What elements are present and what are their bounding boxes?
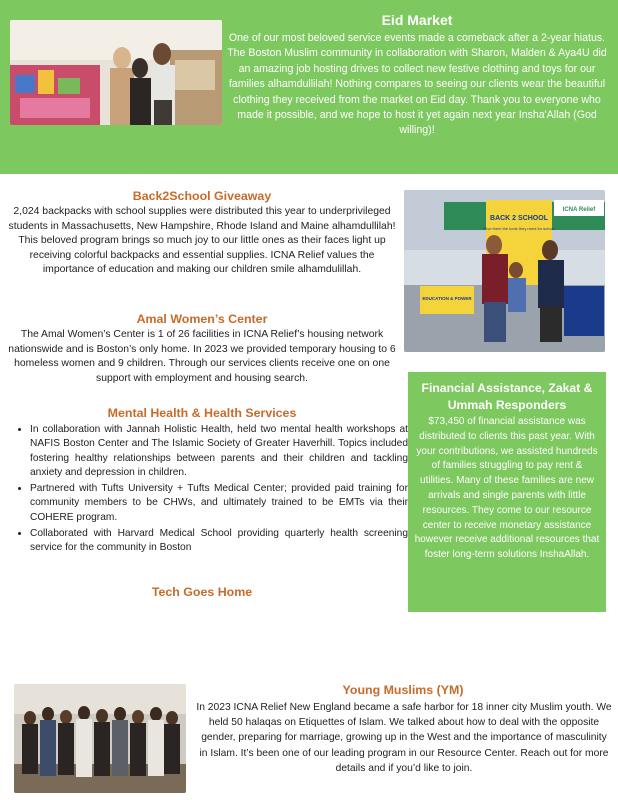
photo-table-sign: EDUCATION & POWER	[422, 296, 472, 301]
back2school-title: Back2School Giveaway	[132, 189, 272, 203]
amal-title: Amal Women’s Center	[136, 312, 268, 326]
eid-market-body: One of our most beloved service events made a comeback after a 2-year hiatus. The Boston Muslim community in collaboration with Sharon, Malden & Aya4U did an amazing job hosting drives to collect new festive clothing and toys for our families alhamdullilah! Nothing compares to seeing our clients wear the beautiful clothing they received from the market on Eid day. Thank you to everyone who made it possible, and we hope to host it yet again next year Insha'Allah (God willing)!	[227, 32, 607, 137]
eid-market-title: Eid Market	[381, 12, 453, 28]
young-muslims-body: In 2023 ICNA Relief New England became a safe harbor for 18 inner city Muslim youth. We held 50 halaqas on Etiquettes of Islam. We talked about how to deal with the opposite gender, preparing for marriage, growing up in the West and the importance of masculinity in Islam. It’s been one of our leading program in our Resource Center. Reach out for more details and if you’d like to join.	[196, 702, 612, 774]
financial-assistance-box	[408, 372, 606, 612]
photo-banner-sub: Give them the tools they need for school	[483, 226, 555, 231]
mental-health-title: Mental Health & Health Services	[107, 406, 297, 420]
eid-market-photo	[10, 20, 222, 125]
list-item: • Partnered with Tufts University + Tufts Medical Center; provided paid training for community members to be CHWs, and ultimately trained to be EMTs via their COHERE program.	[30, 482, 408, 525]
list-item: • In collaboration with Jannah Holistic Health, held two mental health workshops at NAFIS Boston Center and The Islamic Society of Greater Haverhill. Topics included fostering healthy relationships between parents and their children and tackling anxiety and depression in children.	[30, 423, 408, 480]
section-divider	[0, 624, 618, 625]
mental-health-list	[16, 423, 408, 558]
young-muslims-photo	[14, 684, 186, 793]
amal-body: The Amal Women’s Center is 1 of 26 facilities in ICNA Relief’s housing network nationswide and is Boston’s only home. In 2023 we provided temporary housing to 6 homeless women and 9 children. Through our services clients receive one on one support with employment and housing search.	[8, 329, 396, 384]
tech-goes-home-title: Tech Goes Home	[151, 585, 253, 599]
back2school-photo	[404, 190, 605, 352]
list-item: • Collaborated with Harvard Medical School providing quarterly health screening service for the community in Boston	[30, 527, 408, 556]
eid-market-section	[0, 0, 618, 174]
financial-assistance-body: $73,450 of financial assistance was distributed to clients this past year. With your contributions, we assisted hundreds of families struggling to pay rent & utilities. Many of these families are new arrivals and single parents with little resources. They come to our resource center to receive monetary assistance however receive additional resources that foster long-term solutions InshaAllah.	[414, 416, 600, 561]
photo-brand-logo: ICNA Relief	[562, 207, 596, 213]
eid-market-text	[224, 12, 610, 139]
financial-assistance-title: Financial Assistance, Zakat & Ummah Responders	[421, 381, 593, 412]
photo-banner-title: BACK 2 SCHOOL	[490, 215, 548, 222]
back2school-body: 2,024 backpacks with school supplies were distributed this year to underprivileged students in Massachusetts, New Hampshire, Rhode Island and Maine alhamdullilah! This beloved program brings so much joy to our little ones as their faces light up receiving colorful backpacks and essential supplies. ICNA Relief values the importance of education and making our children smile alhamdulillah.	[8, 206, 396, 275]
young-muslims-title: Young Muslims (YM)	[342, 683, 464, 697]
